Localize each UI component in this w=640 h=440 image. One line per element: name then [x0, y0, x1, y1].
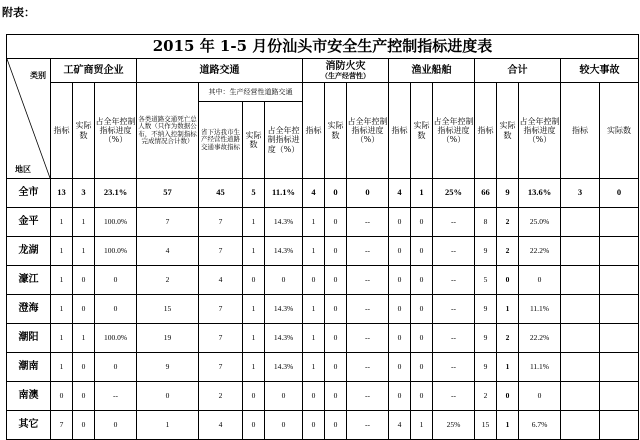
table-cell: 0 [325, 237, 347, 266]
table-cell: 14.3% [265, 324, 303, 353]
col-actual: 实际数 [411, 83, 433, 179]
col-road-all: 各类道路交通死亡总人数（只作为数据公布，不纳入控制指标完成情况合计数） [137, 83, 199, 179]
table-row [7, 266, 639, 295]
table-cell: 1 [243, 237, 265, 266]
table-cell: 0 [411, 208, 433, 237]
table-row [7, 411, 639, 440]
table-cell: 0 [265, 382, 303, 411]
col-indicator: 指标 [303, 83, 325, 179]
col-progress: 占全年控制指标进度（%） [433, 83, 475, 179]
table-cell: 5 [475, 266, 497, 295]
table-cell: 1 [411, 411, 433, 440]
table-cell: 1 [303, 324, 325, 353]
safety-indicator-table [6, 34, 639, 440]
table-cell: -- [433, 266, 475, 295]
table-cell: 0 [73, 266, 95, 295]
table-cell: 8 [475, 208, 497, 237]
table-cell: 13.6% [519, 179, 561, 208]
table-cell: -- [347, 237, 389, 266]
table-cell: 0 [389, 237, 411, 266]
table-cell: 0 [325, 382, 347, 411]
table-cell: 2 [475, 382, 497, 411]
table-cell: 0 [411, 295, 433, 324]
group-road: 道路交通 [137, 59, 303, 83]
region-name: 全市 [7, 179, 51, 208]
table-cell: 0 [325, 295, 347, 324]
table-cell: 0 [411, 324, 433, 353]
table-cell: 1 [51, 266, 73, 295]
region-name: 金平 [7, 208, 51, 237]
table-cell: 11.1% [265, 179, 303, 208]
col-progress: 占全年控制指标进度（%） [95, 83, 137, 179]
table-cell: 1 [243, 353, 265, 382]
table-cell: 45 [199, 179, 243, 208]
col-actual: 实际数 [243, 102, 265, 179]
table-cell: 1 [303, 208, 325, 237]
table-cell: -- [347, 324, 389, 353]
table-cell: 0 [243, 266, 265, 295]
table-cell: 1 [303, 353, 325, 382]
table-cell: 14.3% [265, 237, 303, 266]
table-cell: 14.3% [265, 208, 303, 237]
table-cell: 9 [475, 295, 497, 324]
group-fire-sub: （生产经营性） [321, 71, 370, 81]
table-cell [600, 411, 639, 440]
table-cell [600, 382, 639, 411]
col-actual: 实际数 [497, 83, 519, 179]
table-cell: 0 [325, 353, 347, 382]
road-sub-header: 其中：生产经营性道路交通 [199, 83, 303, 102]
table-row [7, 179, 639, 208]
table-cell: 4 [137, 237, 199, 266]
table-cell: 1 [303, 237, 325, 266]
table-cell: 25% [433, 411, 475, 440]
table-cell: 0 [95, 353, 137, 382]
col-indicator: 指标 [389, 83, 411, 179]
table-cell: 0 [497, 266, 519, 295]
table-cell: 9 [475, 353, 497, 382]
table-cell: 1 [497, 411, 519, 440]
table-cell: 9 [475, 324, 497, 353]
table-cell [600, 266, 639, 295]
group-total: 合计 [475, 59, 561, 83]
table-cell: 0 [265, 411, 303, 440]
table-cell: 0 [600, 179, 639, 208]
corner-top-label: 类别 [30, 70, 46, 80]
table-cell: 25.0% [519, 208, 561, 237]
table-cell: 1 [73, 237, 95, 266]
table-cell: 100.0% [95, 324, 137, 353]
table-cell: 1 [73, 324, 95, 353]
group-fire-label: 消防火灾 [325, 60, 366, 72]
table-cell: -- [433, 324, 475, 353]
table-cell [600, 353, 639, 382]
table-cell [600, 324, 639, 353]
table-cell: 100.0% [95, 237, 137, 266]
table-cell [561, 208, 600, 237]
table-cell: 0 [51, 382, 73, 411]
table-cell [600, 208, 639, 237]
table-cell: 66 [475, 179, 497, 208]
table-cell [600, 295, 639, 324]
table-row [7, 208, 639, 237]
region-name: 其它 [7, 411, 51, 440]
table-cell: 23.1% [95, 179, 137, 208]
table-cell: 4 [199, 266, 243, 295]
table-row [7, 295, 639, 324]
table-cell: 0 [411, 237, 433, 266]
col-indicator: 指标 [51, 83, 73, 179]
table-cell: 0 [73, 353, 95, 382]
table-row [7, 382, 639, 411]
table-cell: 7 [199, 353, 243, 382]
table-cell: 0 [95, 266, 137, 295]
table-cell: 0 [265, 266, 303, 295]
table-cell: 9 [497, 179, 519, 208]
table-cell: 1 [243, 295, 265, 324]
table-cell: -- [433, 382, 475, 411]
corner-bottom-label: 地区 [15, 163, 31, 174]
region-name: 龙湖 [7, 237, 51, 266]
region-name: 澄海 [7, 295, 51, 324]
table-cell: 0 [325, 179, 347, 208]
table-row [7, 324, 639, 353]
table-cell: 13 [51, 179, 73, 208]
table-cell: 0 [325, 411, 347, 440]
table-cell [561, 411, 600, 440]
col-progress: 占全年控制指标进度（%） [347, 83, 389, 179]
table-cell: 22.2% [519, 324, 561, 353]
table-cell: 0 [243, 411, 265, 440]
table-cell: 25% [433, 179, 475, 208]
table-cell: 0 [389, 382, 411, 411]
table-cell: 7 [199, 295, 243, 324]
table-cell: 9 [475, 237, 497, 266]
table-cell: 0 [303, 266, 325, 295]
table-cell: 0 [389, 324, 411, 353]
table-cell: 1 [73, 208, 95, 237]
table-cell [561, 324, 600, 353]
col-indicator: 指标 [561, 83, 600, 179]
table-cell: -- [347, 411, 389, 440]
table-cell: 0 [389, 266, 411, 295]
table-cell: -- [347, 382, 389, 411]
region-name: 濠江 [7, 266, 51, 295]
table-cell: 0 [73, 382, 95, 411]
table-cell: 0 [325, 324, 347, 353]
table-cell: 0 [411, 266, 433, 295]
table-cell: -- [347, 208, 389, 237]
table-cell: 15 [475, 411, 497, 440]
table-cell: 0 [95, 411, 137, 440]
col-road-province: 省下达我市生产经营性道路交通事故指标 [199, 102, 243, 179]
table-cell: 1 [243, 208, 265, 237]
col-progress: 占全年控制指标进度（%） [519, 83, 561, 179]
table-cell: 57 [137, 179, 199, 208]
table-cell: 1 [51, 295, 73, 324]
table-cell: 0 [389, 353, 411, 382]
table-cell: 1 [497, 295, 519, 324]
table-cell: 9 [137, 353, 199, 382]
table-cell: 7 [137, 208, 199, 237]
table-cell: 0 [303, 382, 325, 411]
table-cell: 1 [303, 295, 325, 324]
table-body [7, 179, 639, 440]
table-cell: -- [347, 353, 389, 382]
table-cell: 1 [497, 353, 519, 382]
table-cell: 3 [561, 179, 600, 208]
table-cell: 0 [95, 295, 137, 324]
table-cell: -- [433, 295, 475, 324]
region-name: 潮南 [7, 353, 51, 382]
group-major: 较大事故 [561, 59, 639, 83]
table-cell: 5 [243, 179, 265, 208]
table-cell: 7 [51, 411, 73, 440]
table-cell: 1 [51, 208, 73, 237]
table-cell: 6.7% [519, 411, 561, 440]
table-cell: 4 [199, 411, 243, 440]
table-cell: 100.0% [95, 208, 137, 237]
table-cell: 2 [199, 382, 243, 411]
table-row [7, 237, 639, 266]
table-cell: 0 [303, 411, 325, 440]
col-indicator: 指标 [475, 83, 497, 179]
table-cell: 11.1% [519, 295, 561, 324]
table-cell: 0 [389, 295, 411, 324]
table-cell [561, 382, 600, 411]
group-industry: 工矿商贸企业 [51, 59, 137, 83]
table-cell: 4 [303, 179, 325, 208]
table-cell: 0 [243, 382, 265, 411]
table-cell: -- [347, 266, 389, 295]
table-cell [561, 237, 600, 266]
table-cell: 0 [411, 382, 433, 411]
table-cell: 0 [325, 266, 347, 295]
table-cell: 0 [389, 208, 411, 237]
table-cell: -- [347, 295, 389, 324]
table-cell: -- [433, 208, 475, 237]
table-cell: 1 [51, 237, 73, 266]
table-cell: 0 [137, 382, 199, 411]
group-fire [303, 59, 389, 83]
table-cell: 2 [497, 208, 519, 237]
table-row [7, 353, 639, 382]
col-progress: 占全年控制指标进度（%） [265, 102, 303, 179]
table-cell: 4 [389, 411, 411, 440]
table-cell: 1 [51, 324, 73, 353]
col-actual: 实际数 [73, 83, 95, 179]
table-cell: 0 [347, 179, 389, 208]
note-label: 附表： [2, 6, 35, 19]
table-cell: 7 [199, 208, 243, 237]
table-cell: 1 [243, 324, 265, 353]
table-cell: 1 [411, 179, 433, 208]
table-cell: 0 [411, 353, 433, 382]
table-cell [561, 353, 600, 382]
table-cell: -- [433, 353, 475, 382]
table-cell: 1 [137, 411, 199, 440]
table-cell: 0 [519, 382, 561, 411]
table-cell: 2 [497, 237, 519, 266]
table-cell: 2 [497, 324, 519, 353]
col-actual: 实际数 [325, 83, 347, 179]
table-cell: -- [95, 382, 137, 411]
table-cell: 3 [73, 179, 95, 208]
region-name: 南澳 [7, 382, 51, 411]
table-cell [561, 266, 600, 295]
table-cell: 4 [389, 179, 411, 208]
col-actual: 实际数 [600, 83, 639, 179]
table-title: 2015 年 1-5 月份汕头市安全生产控制指标进度表 [7, 35, 639, 59]
group-fishery: 渔业船舶 [389, 59, 475, 83]
table-cell: 1 [51, 353, 73, 382]
table-cell [561, 295, 600, 324]
region-name: 潮阳 [7, 324, 51, 353]
table-cell: 14.3% [265, 353, 303, 382]
corner-cell [7, 59, 51, 179]
table-cell: 7 [199, 324, 243, 353]
table-cell: 11.1% [519, 353, 561, 382]
table-cell: -- [433, 237, 475, 266]
table-cell: 0 [73, 295, 95, 324]
table-cell: 0 [519, 266, 561, 295]
table-cell: 2 [137, 266, 199, 295]
table-cell: 19 [137, 324, 199, 353]
table-cell: 22.2% [519, 237, 561, 266]
table-cell: 0 [325, 208, 347, 237]
table-cell: 15 [137, 295, 199, 324]
table-cell: 0 [497, 382, 519, 411]
table-cell: 0 [73, 411, 95, 440]
table-cell [600, 237, 639, 266]
table-cell: 14.3% [265, 295, 303, 324]
table-cell: 7 [199, 237, 243, 266]
